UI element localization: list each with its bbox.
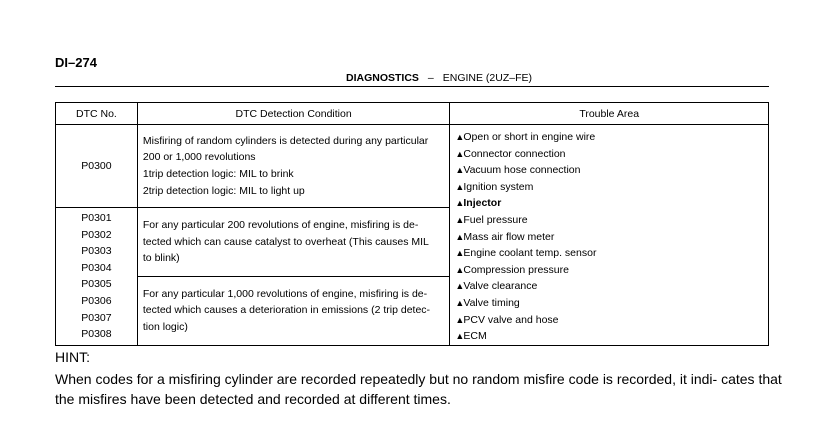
dtc-code: P0303 — [81, 245, 112, 258]
trouble-area-item: ▲Mass air flow meter — [455, 229, 768, 246]
header-section: DIAGNOSTICS — [345, 72, 419, 84]
triangle-bullet-icon: ▲ — [455, 214, 465, 225]
triangle-bullet-icon: ▲ — [455, 148, 465, 159]
col-header-dtc: DTC No. — [56, 103, 138, 125]
trouble-area-item: ▲Open or short in engine wire — [455, 129, 768, 146]
condition-line: tected which can cause catalyst to overheat (This causes MIL — [142, 235, 429, 248]
trouble-area-item: ▲ECM — [455, 328, 768, 345]
triangle-bullet-icon: ▲ — [455, 132, 465, 142]
trouble-area-item: ▲Valve clearance — [455, 278, 768, 295]
triangle-bullet-icon: ▲ — [455, 248, 465, 259]
trouble-area-item: ▲Vacuum hose connection — [455, 162, 768, 179]
dtc-code-cell — [56, 125, 138, 208]
condition-line: 1trip detection logic: MIL to brink — [142, 168, 294, 180]
triangle-bullet-icon: ▲ — [455, 181, 465, 192]
triangle-bullet-icon: ▲ — [455, 231, 465, 242]
table-header-row — [56, 103, 769, 125]
dtc-code: P0307 — [81, 311, 112, 324]
condition-line: For any particular 200 revolutions of engine, misfiring is de- — [142, 218, 419, 231]
trouble-area-item: ▲Compression pressure — [455, 262, 768, 279]
trouble-area-item: ▲PCV valve and hose — [455, 312, 768, 329]
triangle-bullet-icon: ▲ — [455, 198, 465, 209]
trouble-area-item: ▲Ignition system — [455, 179, 768, 196]
condition-line: 2trip detection logic: MIL to light up — [142, 184, 305, 197]
dtc-code: P0304 — [81, 261, 112, 274]
hint-title: HINT: — [55, 349, 90, 365]
condition-line: tion logic) — [142, 321, 188, 334]
trouble-area-item: ▲Fuel pressure — [455, 212, 768, 229]
condition-line: 200 or 1,000 revolutions — [142, 151, 256, 164]
col-header-condition: DTC Detection Condition — [137, 103, 449, 125]
dtc-code-cell — [56, 208, 138, 346]
condition-line: Misfiring of random cylinders is detected during any particular — [142, 134, 429, 147]
dtc-table — [55, 102, 769, 346]
triangle-bullet-icon: ▲ — [455, 165, 465, 176]
condition-line: to blink) — [142, 252, 180, 265]
condition-cell — [137, 125, 449, 208]
header-separator: – — [427, 72, 434, 84]
col-header-trouble-area: Trouble Area — [450, 103, 769, 125]
dtc-code: P0306 — [81, 294, 112, 307]
page-header — [0, 72, 822, 84]
dtc-code: P0301 — [81, 211, 112, 224]
condition-line: For any particular 1,000 revolutions of engine, misfiring is de- — [142, 287, 428, 300]
header-rule — [55, 86, 769, 87]
triangle-bullet-icon: ▲ — [455, 264, 465, 275]
hint-text: When codes for a misfiring cylinder are recorded repeatedly but no random misfire code is recorded, it indi- cates that the misfires have been detected and recorded at different times. — [55, 371, 782, 407]
condition-line: tected which causes a deterioration in emissions (2 trip detec- — [142, 304, 431, 317]
triangle-bullet-icon: ▲ — [455, 331, 465, 342]
dtc-code: P0308 — [81, 328, 112, 341]
triangle-bullet-icon: ▲ — [455, 314, 465, 325]
dtc-code: P0305 — [81, 278, 112, 291]
triangle-bullet-icon: ▲ — [455, 281, 465, 292]
trouble-area-item: ▲Engine coolant temp. sensor — [455, 245, 768, 262]
trouble-area-item: ▲Connector connection — [455, 146, 768, 163]
trouble-area-cell — [450, 125, 769, 346]
table-row — [56, 125, 769, 208]
header-engine: ENGINE (2UZ–FE) — [442, 72, 533, 84]
trouble-area-item: ▲Injector — [455, 195, 768, 212]
trouble-area-item: ▲Valve timing — [455, 295, 768, 312]
page-id: DI–274 — [55, 55, 97, 70]
condition-cell — [137, 276, 449, 345]
triangle-bullet-icon: ▲ — [455, 297, 465, 308]
dtc-code: P0300 — [81, 159, 112, 172]
condition-cell — [137, 208, 449, 277]
dtc-code: P0302 — [81, 228, 112, 241]
